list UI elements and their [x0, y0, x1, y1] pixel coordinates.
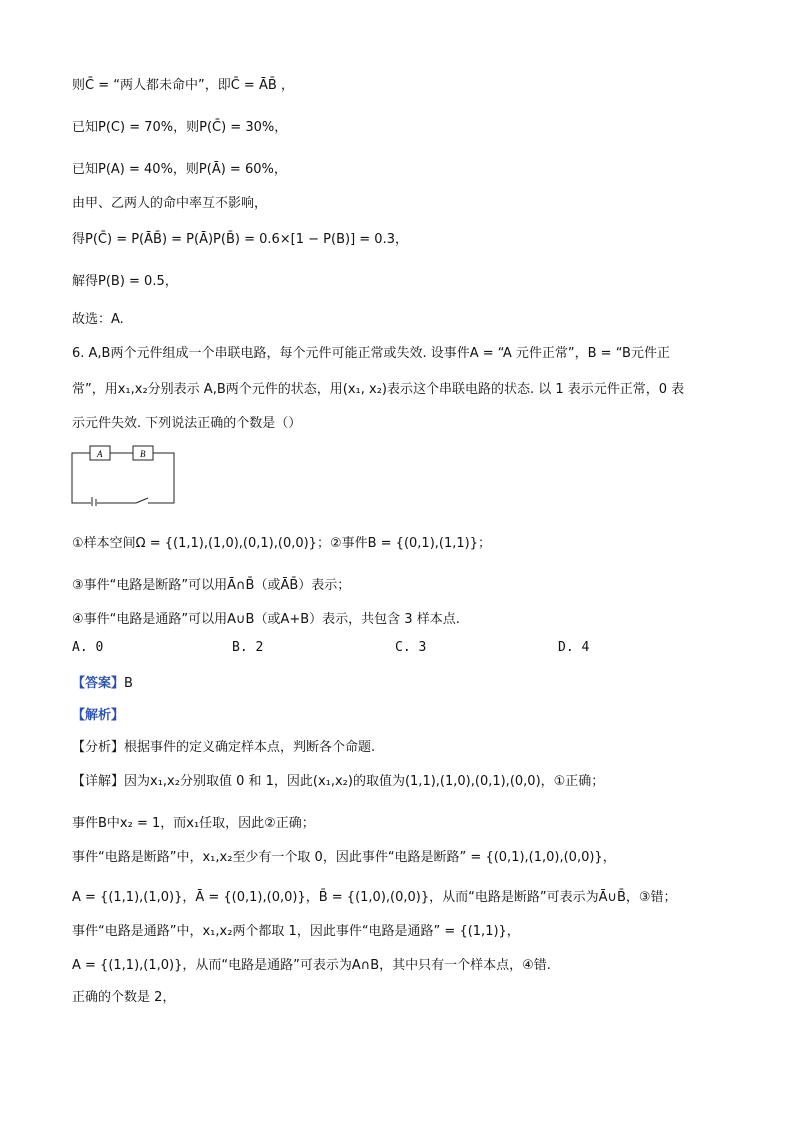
statement-line-2: ③事件“电路是断路”可以用Ā∩B̄（或ĀB̄）表示； — [72, 578, 351, 593]
solution-line-7: 故选：A. — [72, 312, 124, 327]
solution-line-3: 已知P(A) = 40%，则P(Ā) = 60%， — [72, 162, 287, 177]
option-a: A. 0 — [72, 640, 104, 655]
detail-line-1: 【详解】因为x₁,x₂分别取值 0 和 1，因此(x₁,x₂)的取值为(1,1),(1,0),(0,1),(0,0)，①正确； — [72, 774, 605, 789]
detail-line-2: 事件B中x₂ = 1，而x₁任取，因此②正确； — [72, 816, 315, 831]
detail-line-7: 正确的个数是 2， — [72, 990, 176, 1005]
detail-line-3: 事件“电路是断路”中，x₁,x₂至少有一个取 0，因此事件“电路是断路” = {(0,1),(1,0),(0,0)}， — [72, 850, 616, 865]
element-b-label: B — [140, 449, 146, 459]
solution-line-4: 由甲、乙两人的命中率互不影响， — [72, 196, 268, 211]
analysis-line — [72, 736, 375, 755]
analysis-detail-label: 【分析】 — [72, 740, 125, 755]
detail-line-6: A = {(1,1),(1,0)}，从而“电路是通路”可表示为A∩B，其中只有一个样本点，④错. — [72, 958, 551, 973]
answer-line — [72, 672, 133, 691]
option-c: C. 3 — [395, 640, 427, 655]
statement-line-3: ④事件“电路是通路”可以用A∪B（或A+B）表示，共包含 3 样本点. — [72, 612, 460, 627]
solution-line-5: 得P(C̄) = P(ĀB̄) = P(Ā)P(B̄) = 0.6×[1 − P(B)] = 0.3， — [72, 232, 408, 247]
circuit-diagram — [70, 440, 180, 506]
element-a-label: A — [97, 449, 103, 459]
detail-line-4: A = {(1,1),(1,0)}，Ā = {(0,1),(0,0)}，B̄ = {(1,0),(0,0)}，从而“电路是断路”可表示为Ā∪B̄，③错； — [72, 890, 677, 905]
solution-line-2: 已知P(C) = 70%，则P(C̄) = 30%， — [72, 120, 288, 135]
answer-label: 【答案】 — [72, 676, 125, 691]
solution-line-1: 则C̄ = “两人都未命中”，即C̄ = ĀB̄ ， — [72, 78, 294, 93]
statement-line-1: ①样本空间Ω = {(1,1),(1,0),(0,1),(0,0)}；②事件B = {(0,1),(1,1)}； — [72, 536, 491, 551]
analysis-detail-text: 根据事件的定义确定样本点，判断各个命题. — [124, 740, 376, 755]
answer-value: B — [124, 676, 133, 691]
detail-line-5: 事件“电路是通路”中，x₁,x₂两个都取 1，因此事件“电路是通路” = {(1,1)}， — [72, 924, 520, 939]
analysis-heading — [72, 704, 124, 723]
solution-line-6: 解得P(B) = 0.5， — [72, 274, 178, 289]
analysis-label: 【解析】 — [72, 708, 125, 723]
question-6-line-2: 常”，用x₁,x₂分别表示 A,B两个元件的状态，用(x₁, x₂)表示这个串联电路的状态. 以 1 表示元件正常，0 表 — [72, 382, 685, 397]
question-6-line-3: 示元件失效. 下列说法正确的个数是（） — [72, 416, 302, 431]
question-6-line-1: 6. A,B两个元件组成一个串联电路，每个元件可能正常或失效. 设事件A = “A 元件正常”，B = “B元件正 — [72, 346, 670, 361]
circuit-wire-loop — [72, 453, 174, 503]
option-d: D. 4 — [558, 640, 590, 655]
option-b: B. 2 — [232, 640, 264, 655]
